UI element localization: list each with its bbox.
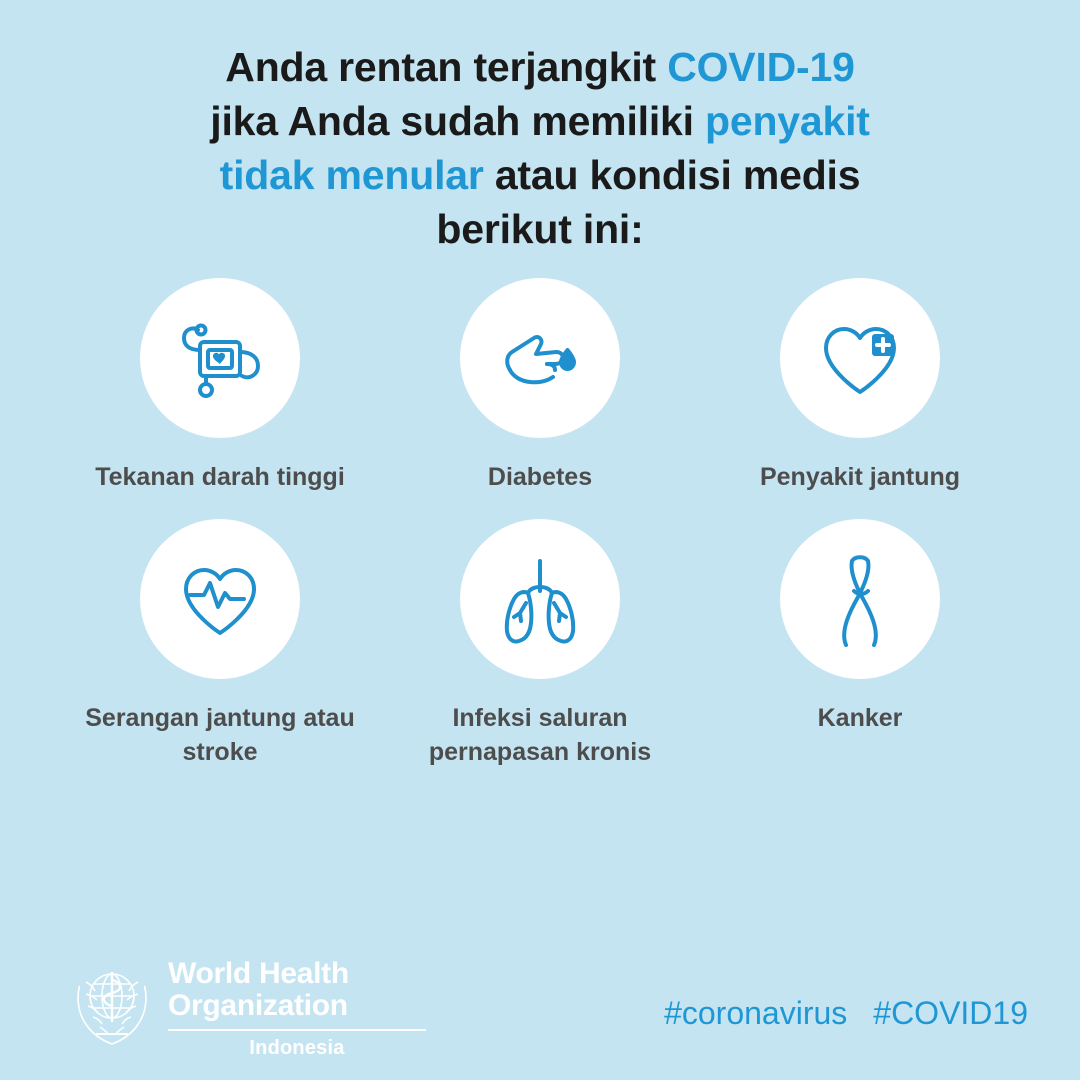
hashtags [664, 995, 1028, 1032]
who-emblem-icon [66, 956, 158, 1048]
blood-pressure-monitor-icon [166, 308, 274, 408]
headline-line2-text: jika Anda sudah memiliki [210, 98, 705, 145]
headline-line3-text: atau kondisi medis [483, 152, 861, 199]
condition-label: Serangan jantung atau stroke [85, 703, 355, 767]
headline-line1-text: Anda rentan terjangkit [225, 44, 668, 90]
who-name-line2: Organization [168, 988, 348, 1022]
who-country-label: Indonesia [249, 1037, 345, 1059]
icon-circle [460, 519, 620, 679]
icon-circle [140, 519, 300, 679]
conditions-grid [0, 278, 1080, 770]
condition-item-heart-disease [700, 278, 1020, 495]
condition-item-heart-attack-stroke [60, 519, 380, 770]
condition-item-hypertension [60, 278, 380, 495]
icon-circle [460, 278, 620, 438]
heart-pulse-icon [166, 549, 274, 649]
headline-covid19-highlight: COVID-19 [667, 44, 855, 90]
condition-label: Diabetes [487, 463, 593, 492]
logo-divider [168, 1029, 426, 1031]
lungs-icon [486, 547, 594, 651]
awareness-ribbon-icon [810, 545, 910, 653]
heart-plus-icon [806, 308, 914, 408]
headline-penyakit-highlight: penyakit [705, 98, 870, 145]
hashtag-covid19: #COVID19 [873, 995, 1028, 1031]
condition-item-chronic-respiratory [380, 519, 700, 770]
condition-label: Kanker [817, 703, 903, 732]
condition-label: Penyakit jantung [759, 463, 961, 492]
hashtag-coronavirus: #coronavirus [664, 995, 848, 1031]
icon-circle [780, 278, 940, 438]
who-logo [66, 954, 426, 1060]
footer [0, 900, 1080, 1080]
condition-label: Tekanan darah tinggi [95, 463, 345, 492]
condition-item-cancer [700, 519, 1020, 770]
icon-circle [780, 519, 940, 679]
finger-blood-drop-icon [486, 308, 594, 408]
condition-label: Infeksi saluran pernapasan kronis [428, 703, 652, 767]
condition-item-diabetes [380, 278, 700, 495]
icon-circle [140, 278, 300, 438]
headline-line4-text: berikut ini: [436, 206, 644, 253]
who-name-line1: World Health [168, 957, 349, 990]
headline-tidak-menular-highlight: tidak menular [219, 152, 484, 199]
page-title [0, 0, 1080, 256]
